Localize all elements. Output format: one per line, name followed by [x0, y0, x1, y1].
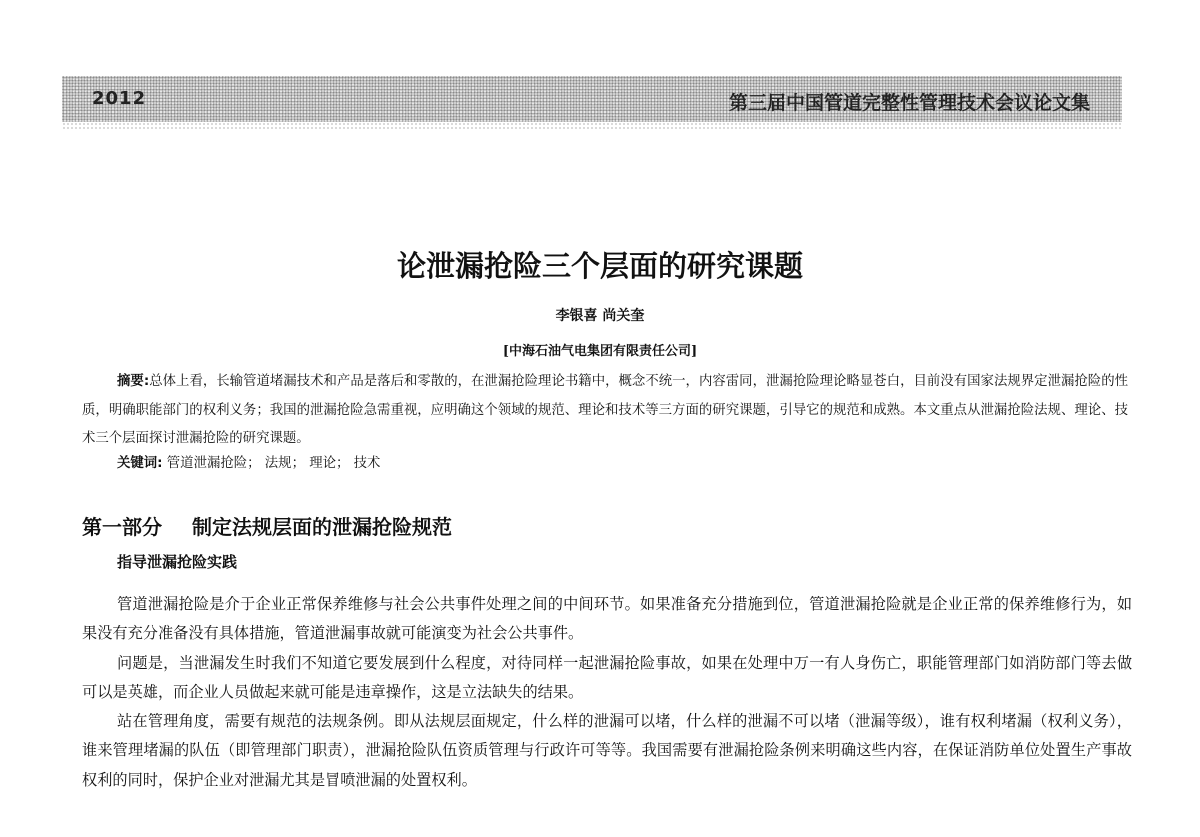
body-text — [82, 590, 1132, 795]
abstract — [82, 368, 1128, 454]
header-proceedings-title: 第三届中国管道完整性管理技术会议论文集 — [728, 92, 1090, 114]
abstract-label: 摘要: — [117, 374, 150, 389]
paper-title: 论泄漏抢险三个层面的研究课题 — [396, 249, 803, 283]
paragraph: 站在管理角度，需要有规范的法规条例。即从法规层面规定，什么样的泄漏可以堵，什么样的泄漏不可以堵（泄漏等级），谁有权利堵漏（权利义务），谁来管理堵漏的队伍（即管理部门职责），泄漏抢险队伍资质管理与行政许可等等。我国需要有泄漏抢险条例来明确这些内容，在保证消防单位处置生产事故权利的同时，保护企业对泄漏尤其是冒喷泄漏的处置权利。 — [82, 712, 1132, 789]
header-band-shadow — [62, 122, 1122, 130]
authors: 李银喜 尚关奎 — [555, 308, 645, 324]
paragraph: 管道泄漏抢险是介于企业正常保养维修与社会公共事件处理之间的中间环节。如果准备充分措施到位，管道泄漏抢险就是企业正常的保养维修行为，如果没有充分准备没有具体措施，管道泄漏事故就可能演变为社会公共事件。 — [82, 595, 1132, 643]
keywords-label: 关键词: — [117, 456, 163, 471]
abstract-text: 总体上看，长输管道堵漏技术和产品是落后和零散的，在泄漏抢险理论书籍中，概念不统一，内容雷同，泄漏抢险理论略显苍白，目前没有国家法规界定泄漏抢险的性质，明确职能部门的权利义务；我国的泄漏抢险急需重视，应明确这个领域的规范、理论和技术等三方面的研究课题，引导它的规范和成熟。本文重点从泄漏抢险法规、理论、技术三个层面探讨泄漏抢险的研究课题。 — [82, 374, 1129, 446]
paragraph: 问题是，当泄漏发生时我们不知道它要发展到什么程度，对待同样一起泄漏抢险事故，如果在处理中万一有人身伤亡，职能管理部门如消防部门等去做可以是英雄，而企业人员做起来就可能是违章操作，这是立法缺失的结果。 — [82, 653, 1132, 701]
subsection-heading: 指导泄漏抢险实践 — [117, 553, 238, 571]
header-year: 2012 — [92, 88, 147, 109]
affiliation: [中海石油气电集团有限责任公司] — [502, 344, 698, 359]
keywords-text: 管道泄漏抢险； 法规； 理论； 技术 — [166, 456, 381, 471]
section-title: 制定法规层面的泄漏抢险规范 — [192, 515, 452, 539]
section-number: 第一部分 — [82, 515, 162, 539]
keywords — [117, 452, 380, 471]
section-heading — [82, 511, 452, 540]
